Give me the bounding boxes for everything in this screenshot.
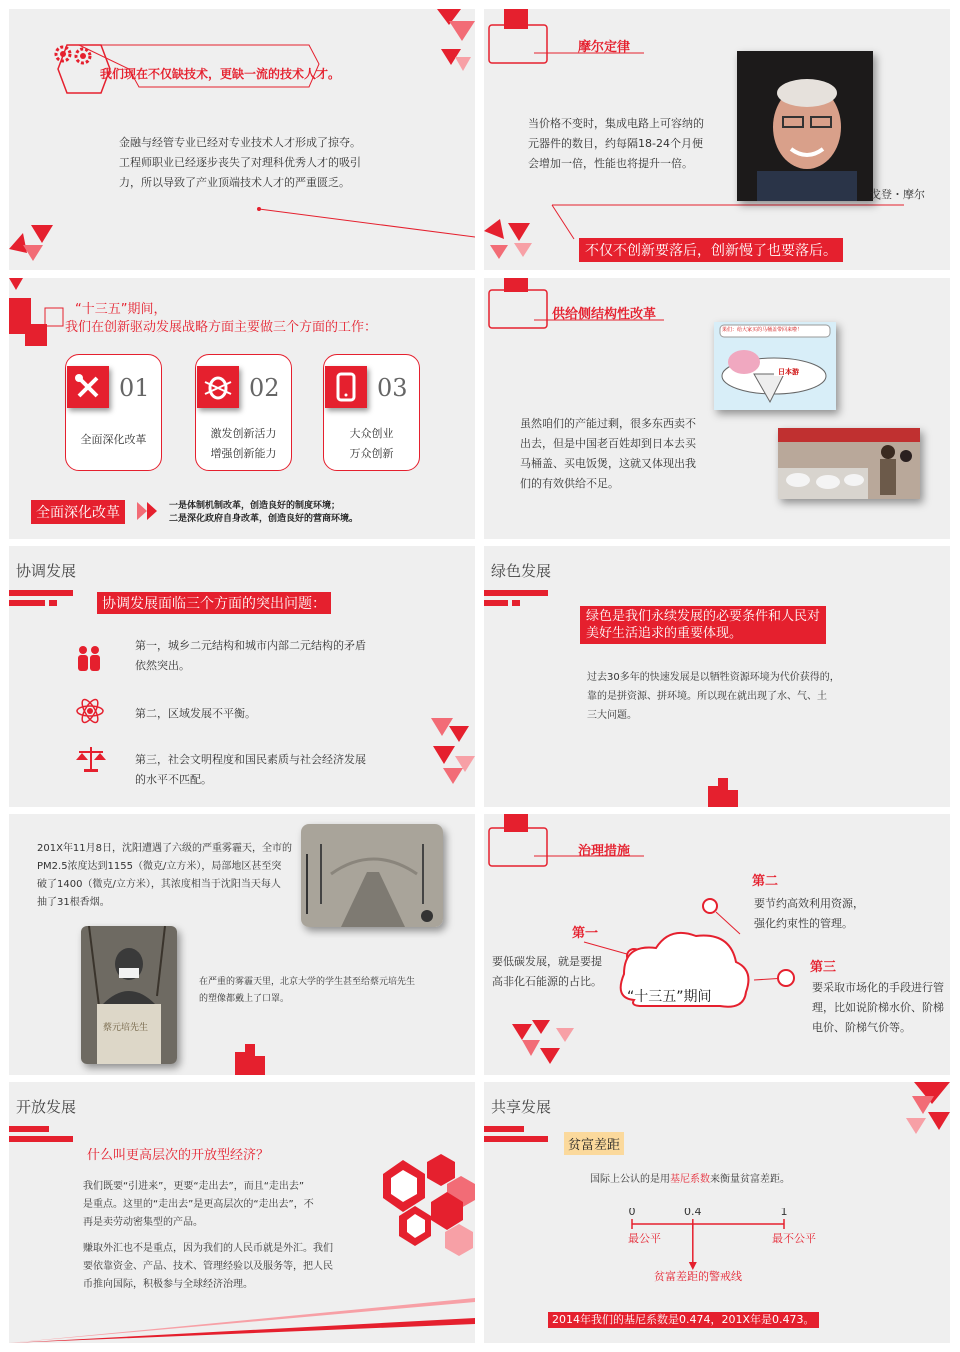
- gini-tick-label: 0: [628, 1208, 636, 1218]
- supply-title: 供给侧结构性改革: [552, 307, 657, 322]
- gini-footer: 2014年我们的基尼系数是0.474，201X年是0.473。: [548, 1312, 819, 1328]
- measure-3-label: 第三: [810, 960, 837, 975]
- card-number-3: 03: [377, 374, 408, 402]
- gini-right-label: 最不公平: [772, 1232, 816, 1245]
- smog-body: 201X年11月8日，沈阳遭遇了六级的严重雾霾天，全市的 PM2.5浓度达到1155（微克/立方米），局部地区甚至突 破了1400（微克/立方米），其浓度相当于沈阳当天每人 抽了31根香烟。: [37, 843, 293, 908]
- tab-bar: [49, 600, 57, 606]
- slide-coordinated-development: [9, 546, 475, 807]
- slide-shared-development: [484, 1082, 950, 1343]
- shoppers-image: [778, 428, 920, 499]
- masked-statue-image: [81, 926, 177, 1064]
- slide-innovation-strategy: [9, 278, 475, 539]
- card-number-1: 01: [119, 374, 150, 402]
- gini-tick-label: 1: [780, 1208, 788, 1218]
- tab-bar: [484, 590, 548, 596]
- measure-3-text: 要采取市场化的手段进行管 理，比如说阶梯水价、阶梯 电价、阶梯气价等。: [812, 981, 944, 1034]
- portrait-image: [737, 51, 873, 201]
- measure-2-text: 要节约高效利用资源， 强化约束性的管理。: [754, 897, 864, 930]
- tab-bar: [484, 1126, 524, 1132]
- cartoon-bubble: 果们：给大家买的马桶盖带回来啦！: [722, 327, 803, 333]
- statue-plaque: 蔡元培先生: [103, 1023, 149, 1033]
- talent-banner: 我们现在不仅缺技术，更缺一流的技术人才。: [100, 67, 341, 81]
- gini-left-label: 最公平: [628, 1232, 661, 1245]
- tab-title: 开放发展: [16, 1098, 77, 1116]
- shopping-photo: [778, 428, 920, 499]
- moore-title: 摩尔定律: [578, 40, 631, 55]
- slide-smog: [9, 814, 475, 1075]
- statue-text: 在严重的雾霾天里，北京大学的学生甚至给蔡元培先生 的塑像都戴上了口罩。: [199, 977, 416, 1004]
- statue-photo: [81, 926, 177, 1064]
- gini-tick-label: 0.4: [684, 1208, 702, 1218]
- card-label-3: 大众创业 万众创新: [349, 427, 394, 460]
- tab-bar: [484, 1136, 548, 1142]
- portrait-photo: [737, 51, 873, 201]
- hexagon-cluster: [369, 1154, 475, 1264]
- slide-decoration: [884, 1082, 950, 1172]
- scales-icon: [75, 744, 107, 774]
- slide-supply-side: [484, 278, 950, 539]
- reform-notes: 一是体制机制改革，创造良好的制度环境； 二是深化政府自身改革，创造良好的营商环境。: [169, 501, 359, 524]
- coordinated-banner: 协调发展面临三个方面的突出问题：: [97, 592, 331, 614]
- tab-bar: [9, 1136, 73, 1142]
- slide-open-development: [9, 1082, 475, 1343]
- gini-intro: 国际上公认的是用基尼系数来衡量贫富差距。: [590, 1174, 790, 1185]
- moore-slogan: 不仅不创新要落后，创新慢了也要落后。: [579, 238, 843, 262]
- slide-decoration: [409, 706, 475, 807]
- people-icon: [73, 644, 105, 672]
- open-question: 什么叫更高层次的开放型经济？: [87, 1148, 270, 1163]
- measure-2-label: 第二: [752, 874, 779, 889]
- slide-talent: [9, 9, 475, 270]
- smoggy-road-image: [301, 824, 443, 927]
- open-para-2: 赚取外汇也不是重点，因为我们的人民币就是外汇。我们 要依靠资金、产品、技术、管理经验以及服务等，把人民 币推向国际，积极参与全球经济治理。: [83, 1243, 333, 1290]
- phone-icon: [325, 366, 367, 408]
- tab-bar: [9, 590, 73, 596]
- bug-icon: [197, 366, 239, 408]
- cloud-center-label: “十三五”期间: [627, 989, 712, 1005]
- tab-bar: [512, 600, 520, 606]
- supply-body: 虽然咱们的产能过剩，很多东西卖不 出去，但是中国老百姓却到日本去买 马桶盖、买电饭煲，这就又体现出我 们的有效供给不足。: [520, 417, 696, 490]
- open-para-1: 我们既要“引进来”，更要“走出去”，而且“走出去” 是重点。这里的“走出去”是更高层次的“走出去”，不 再是卖劳动密集型的产品。: [83, 1181, 314, 1228]
- tab-bar: [9, 600, 45, 606]
- portrait-caption: 戈登・摩尔: [870, 188, 925, 201]
- slide-decoration: [9, 1268, 475, 1343]
- tab-bar: [9, 1126, 49, 1132]
- green-banner: 绿色是我们永续发展的必要条件和人民对 美好生活追求的重要体现。: [580, 606, 826, 644]
- green-body: 过去30多年的快速发展是以牺牲资源环境为代价获得的， 靠的是拼资源、拼环境。所以现在就出现了水、气、土 三大问题。: [587, 672, 840, 721]
- gears-icon: [49, 39, 103, 73]
- slide-decoration: [229, 1044, 265, 1075]
- talent-body: 金融与经管专业已经对专业技术人才形成了掠夺。 工程师职业已经逐步丧失了对理科优秀人才的吸引 力，所以导致了产业顶端技术人才的严重匮乏。: [119, 136, 361, 189]
- card-label-2: 激发创新活力 增强创新能力: [210, 427, 277, 460]
- card-label-1: 全面深化改革: [80, 433, 147, 446]
- card-number-2: 02: [249, 374, 280, 402]
- arrow-icon: [137, 502, 161, 520]
- airplane-image: [714, 322, 836, 410]
- reform-badge: 全面深化改革: [31, 500, 125, 524]
- cartoon-plane-label: 日本游: [778, 368, 799, 376]
- measure-1-label: 第一: [572, 926, 599, 941]
- problem-1: 第一，城乡二元结构和城市内部二元结构的矛盾 依然突出。: [135, 639, 366, 672]
- atom-icon: [75, 696, 105, 726]
- tab-title: 共享发展: [491, 1098, 552, 1116]
- slide-green-development: [484, 546, 950, 807]
- problem-2: 第二，区域发展不平衡。: [135, 707, 256, 720]
- cartoon-plane: [714, 322, 836, 410]
- slide-decoration: [702, 778, 738, 807]
- measure-1-text: 要低碳发展，就是要提 高非化石能源的占比。: [492, 955, 602, 988]
- governance-title: 治理措施: [578, 844, 631, 859]
- strategy-heading-2: 我们在创新驱动发展战略方面主要做三个方面的工作：: [65, 320, 378, 335]
- tools-icon: [67, 366, 109, 408]
- tab-bar: [484, 600, 508, 606]
- wealth-gap-label: 贫富差距: [564, 1132, 624, 1155]
- smog-city-photo: [301, 824, 443, 927]
- tab-title: 绿色发展: [491, 562, 552, 580]
- tab-title: 协调发展: [16, 562, 77, 580]
- problem-3: 第三，社会文明程度和国民素质与社会经济发展 的水平不匹配。: [135, 753, 366, 786]
- gini-pointer-label: 贫富差距的警戒线: [654, 1270, 742, 1283]
- moore-body: 当价格不变时，集成电路上可容纳的 元器件的数目，约每隔18-24个月便 会增加一倍，性能也将提升一倍。: [528, 117, 704, 170]
- slide-governance: [484, 814, 950, 1075]
- strategy-heading-1: “十三五”期间，: [75, 302, 167, 317]
- slide-moore-law: [484, 9, 950, 270]
